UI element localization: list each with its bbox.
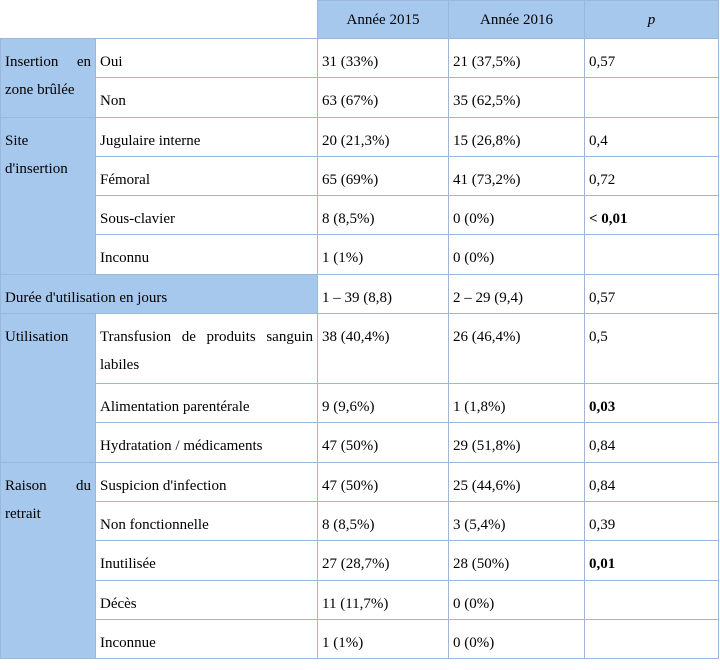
table-row xyxy=(1,541,719,580)
value-2016: 26 (46,4%) xyxy=(449,314,585,384)
p-value: 0,57 xyxy=(585,39,719,78)
table-row xyxy=(1,501,719,540)
value-2015: 27 (28,7%) xyxy=(318,541,449,580)
value-2015: 38 (40,4%) xyxy=(318,314,449,384)
row-label: Hydratation / médicaments xyxy=(96,423,318,462)
table-row xyxy=(1,39,719,78)
value-2015: 8 (8,5%) xyxy=(318,196,449,235)
value-2015: 8 (8,5%) xyxy=(318,501,449,540)
value-2016: 35 (62,5%) xyxy=(449,78,585,117)
value-2016: 0 (0%) xyxy=(449,580,585,619)
p-value: 0,84 xyxy=(585,462,719,501)
row-label: Fémoral xyxy=(96,156,318,195)
row-label: Non xyxy=(96,78,318,117)
p-value: 0,72 xyxy=(585,156,719,195)
row-label: Oui xyxy=(96,39,318,78)
table-row xyxy=(1,462,719,501)
row-label: Décès xyxy=(96,580,318,619)
group-utilisation: Utilisation xyxy=(1,314,96,463)
header-p: p xyxy=(585,1,719,39)
table-row xyxy=(1,117,719,156)
row-label: Suspicion d'infection xyxy=(96,462,318,501)
value-2016: 28 (50%) xyxy=(449,541,585,580)
p-value: 0,4 xyxy=(585,117,719,156)
table-row xyxy=(1,423,719,462)
table-row xyxy=(1,196,719,235)
group-raison: Raison du retrait xyxy=(1,462,96,658)
table-row xyxy=(1,314,719,384)
value-2016: 15 (26,8%) xyxy=(449,117,585,156)
p-value: 0,5 xyxy=(585,314,719,384)
header-2016: Année 2016 xyxy=(449,1,585,39)
table-row xyxy=(1,384,719,423)
p-value: 0,01 xyxy=(585,541,719,580)
group-duree: Durée d'utilisation en jours xyxy=(1,274,318,313)
row-label: Inconnu xyxy=(96,235,318,274)
value-2015: 65 (69%) xyxy=(318,156,449,195)
value-2016: 21 (37,5%) xyxy=(449,39,585,78)
value-2015: 1 (1%) xyxy=(318,619,449,658)
row-label: Inutilisée xyxy=(96,541,318,580)
group-insertion-zone: Insertion en zone brûlée xyxy=(1,39,96,118)
value-2016: 29 (51,8%) xyxy=(449,423,585,462)
header-row xyxy=(1,1,719,39)
p-value: < 0,01 xyxy=(585,196,719,235)
p-value xyxy=(585,619,719,658)
p-value: 0,39 xyxy=(585,501,719,540)
p-value xyxy=(585,580,719,619)
value-2016: 3 (5,4%) xyxy=(449,501,585,540)
table-row xyxy=(1,235,719,274)
value-2015: 63 (67%) xyxy=(318,78,449,117)
row-label: Inconnue xyxy=(96,619,318,658)
value-2015: 9 (9,6%) xyxy=(318,384,449,423)
value-2015: 31 (33%) xyxy=(318,39,449,78)
p-value: 0,84 xyxy=(585,423,719,462)
row-label: Transfusion de produits sanguin labiles xyxy=(96,314,318,384)
table-row xyxy=(1,78,719,117)
value-2016: 41 (73,2%) xyxy=(449,156,585,195)
header-2015: Année 2015 xyxy=(318,1,449,39)
value-2016: 25 (44,6%) xyxy=(449,462,585,501)
value-2016: 2 – 29 (9,4) xyxy=(449,274,585,313)
row-label: Alimentation parentérale xyxy=(96,384,318,423)
table-row xyxy=(1,156,719,195)
value-2016: 0 (0%) xyxy=(449,619,585,658)
row-label: Jugulaire interne xyxy=(96,117,318,156)
p-value xyxy=(585,235,719,274)
value-2016: 0 (0%) xyxy=(449,235,585,274)
value-2015: 47 (50%) xyxy=(318,462,449,501)
value-2016: 0 (0%) xyxy=(449,196,585,235)
row-label: Sous-clavier xyxy=(96,196,318,235)
value-2015: 20 (21,3%) xyxy=(318,117,449,156)
row-label: Non fonctionnelle xyxy=(96,501,318,540)
p-value: 0,03 xyxy=(585,384,719,423)
header-empty-cell xyxy=(1,1,318,39)
p-value: 0,57 xyxy=(585,274,719,313)
table-row xyxy=(1,274,719,313)
value-2015: 11 (11,7%) xyxy=(318,580,449,619)
p-value xyxy=(585,78,719,117)
value-2016: 1 (1,8%) xyxy=(449,384,585,423)
value-2015: 1 (1%) xyxy=(318,235,449,274)
table-row xyxy=(1,580,719,619)
group-site: Site d'insertion xyxy=(1,117,96,274)
table-row xyxy=(1,619,719,658)
value-2015: 47 (50%) xyxy=(318,423,449,462)
value-2015: 1 – 39 (8,8) xyxy=(318,274,449,313)
